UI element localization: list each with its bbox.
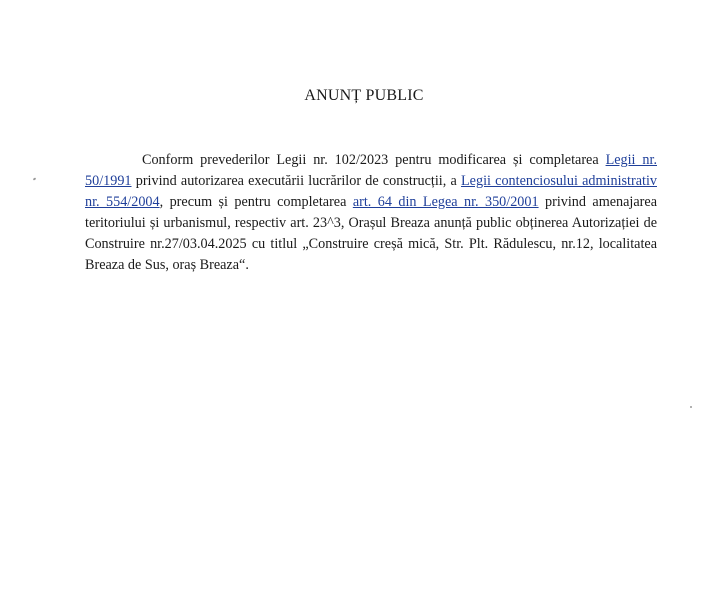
scan-speck [690, 406, 692, 408]
paragraph-text: Conform prevederilor Legii nr. 102/2023 pentru modificarea și completarea [142, 152, 606, 168]
law-50-1991-link[interactable]: Legii nr. 50/1991 [85, 152, 657, 189]
paragraph-text: , precum și pentru completarea [159, 194, 353, 210]
law-554-2004-link[interactable]: Legii contenciosului administrativ nr. 554/2004 [85, 173, 657, 210]
paragraph-text: privind autorizarea executării lucrărilor de construcții, a [131, 173, 462, 189]
announcement-paragraph [85, 150, 657, 276]
paragraph-text: privind amenajarea teritoriului și urbanismul, respectiv art. 23^3, Orașul Breaza anunță public obținerea Autorizației de Construire nr.27/03.04.2025 cu titlul „Construire creșă mică, Str. Plt. Rădulescu, nr.12, localitatea Breaza de Sus, oraș Breaza“. [85, 194, 657, 273]
document-title: ANUNȚ PUBLIC [304, 87, 424, 104]
law-350-2001-link[interactable]: art. 64 din Legea nr. 350/2001 [352, 194, 539, 210]
scan-speck [33, 177, 37, 180]
